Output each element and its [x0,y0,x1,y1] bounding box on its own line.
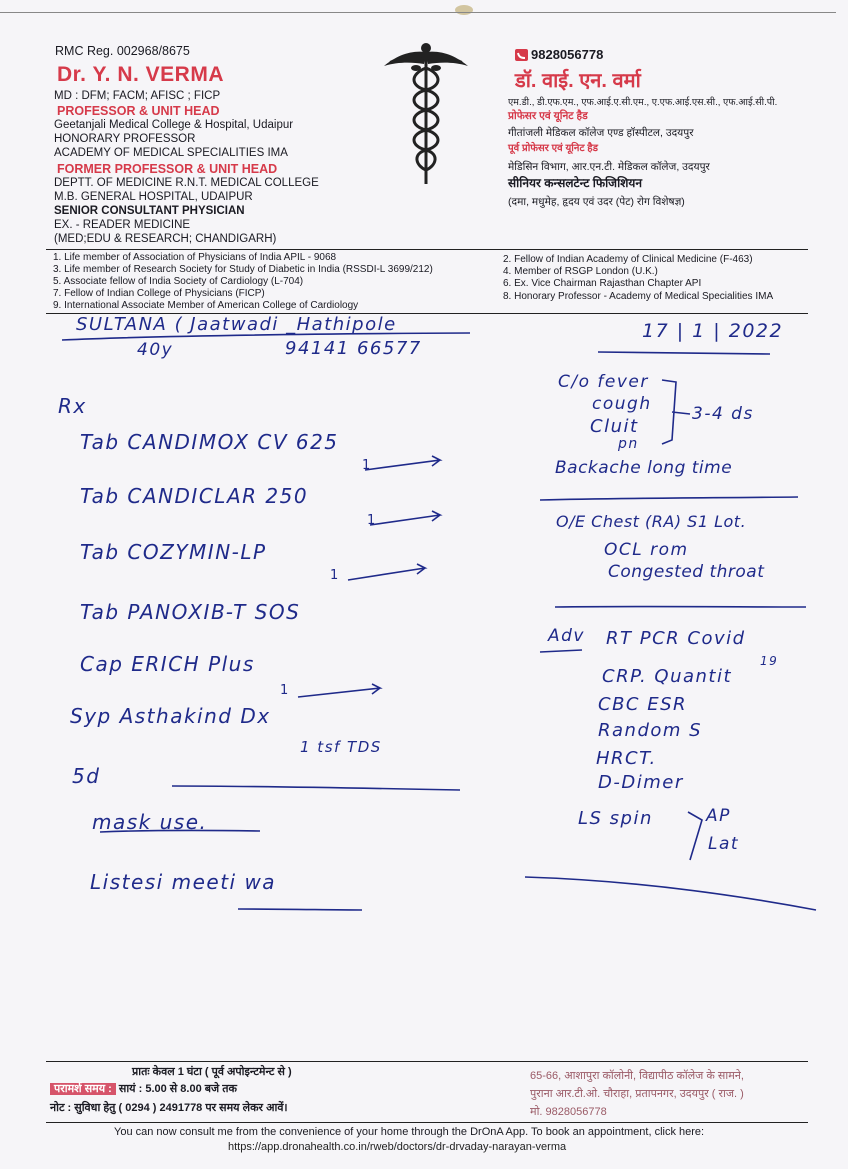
medicine-5: Cap ERICH Plus [80,652,255,676]
address-1: 65-66, आशापुरा कॉलोनी, विद्यापीठ कॉलेज के सामने, [530,1070,744,1082]
doctor-name-hindi: डॉ. वाई. एन. वर्मा [515,70,641,92]
investigation-8: AP [706,806,731,826]
exam-2: OCL rom [604,540,689,560]
medicine-3: Tab COZYMIN-LP [80,540,267,564]
membership-5: 5. Associate fellow of India Society of Cardiology (L-704) [53,276,304,287]
doctor-name: Dr. Y. N. VERMA [57,63,224,86]
degrees: MD : DFM; FACM; AFISC ; FICP [54,90,221,102]
visit-date: 17 | 1 | 2022 [642,320,784,342]
medicine-6-dose: 1 tsf TDS [300,738,382,756]
patient-mobile: 94141 66577 [285,338,422,359]
honorary: HONORARY PROFESSOR [54,133,196,145]
medicine-2: Tab CANDICLAR 250 [80,484,309,508]
investigation-7: LS spin [578,808,653,829]
duration: 5d [72,764,101,788]
advice-label: Adv [548,626,585,646]
institution: Geetanjali Medical College & Hospital, Udaipur [54,119,294,131]
med-edu: (MED;EDU & RESEARCH; CHANDIGARH) [54,233,277,245]
title-professor-hindi: प्रोफेसर एवं यूनिट हैड [508,110,588,122]
investigation-1-sup: 19 [760,654,779,668]
investigation-5: HRCT. [596,748,657,769]
medicine-6: Syp Asthakind Dx [70,704,271,728]
phone-number: 9828056778 [531,47,604,62]
department-hindi: मेडिसिन विभाग, आर.एन.टी. मेडिकल कॉलेज, उदयपुर [508,161,710,173]
footer-note: नोट : सुविधा हेतु ( 0294 ) 2491778 पर समय लेकर आवें। [50,1102,288,1114]
dose-3: 1 [330,568,340,583]
complaint-4: pn [618,436,639,452]
institution-hindi: गीतांजली मेडिकल कॉलेज एण्ड हॉस्पीटल, उदयपुर [508,127,694,139]
app-promo: You can now consult me from the convenience of your home through the DrOnA App. To book an appointment, click here: [114,1126,705,1138]
advice-2: Listesi meeti wa [90,870,277,894]
hospital: M.B. GENERAL HOSPITAL, UDAIPUR [54,191,253,203]
address-2: पुराना आर.टी.ओ. चौराहा, प्रतापनगर, उदयपुर ( राज. ) [530,1088,744,1100]
membership-1: 1. Life member of Association of Physicians of India APIL - 9068 [53,252,337,263]
footer-evening-row [50,1081,237,1098]
academy: ACADEMY OF MEDICAL SPECIALITIES IMA [54,147,288,159]
dose-1: 1 [362,458,372,473]
membership-2: 2. Fellow of Indian Academy of Clinical Medicine (F-463) [503,254,753,265]
title-former-hindi: पूर्व प्रोफेसर एवं यूनिट हैड [508,143,598,154]
complaint-1: C/o fever [558,372,649,392]
footer-bottom-divider [46,1122,808,1123]
speciality-hindi: (दमा, मधुमेह, हृदय एवं उदर (पेट) रोग विशेषज्ञ) [508,196,685,208]
investigation-6: D-Dimer [598,772,684,793]
dose-2: 1 [367,513,377,528]
app-link[interactable]: https://app.dronahealth.co.in/rweb/doctors/dr-drvaday-narayan-verma [228,1141,567,1153]
membership-3: 3. Life member of Research Society for Study of Diabetic in India (RSSDI-L 3699/212) [53,264,433,275]
dose-5: 1 [280,683,290,698]
investigation-4: Random S [598,720,703,741]
senior-consultant: SENIOR CONSULTANT PHYSICIAN [54,205,245,217]
exam-1: O/E Chest (RA) S1 Lot. [556,512,747,531]
footer-evening: सायं : 5.00 से 8.00 बजे तक [118,1083,237,1095]
complaint-5: Backache long time [555,458,733,478]
reader: EX. - READER MEDICINE [54,219,191,231]
senior-consultant-hindi: सीनियर कन्सलटेन्ट फिजिशियन [508,176,642,190]
mobile-number: मो. 9828056778 [530,1106,607,1118]
membership-4: 4. Member of RSGP London (U.K.) [503,266,658,277]
investigation-3: CBC ESR [598,694,688,715]
membership-6: 6. Ex. Vice Chairman Rajasthan Chapter API [503,278,702,289]
complaint-duration: 3-4 ds [692,404,754,424]
title-former: FORMER PROFESSOR & UNIT HEAD [57,162,278,176]
medicine-4: Tab PANOXIB-T SOS [80,600,301,624]
title-professor: PROFESSOR & UNIT HEAD [57,104,220,118]
membership-7: 7. Fellow of Indian College of Physicians (FICP) [53,288,265,299]
membership-8: 8. Honorary Professor - Academy of Medical Specialities IMA [503,291,774,302]
footer-divider [46,1061,808,1062]
investigation-1: RT PCR Covid [606,628,746,649]
investigation-2: CRP. Quantit [602,666,733,687]
patient-age: 40y [137,340,174,360]
consult-time-badge: परामर्श समय : [50,1083,116,1095]
footer-morning: प्रातः केवल 1 घंटा ( पूर्व अपोइन्टमेन्ट से ) [132,1066,292,1078]
degrees-hindi: एम.डी., डी.एफ.एम., एफ.आई.ए.सी.एम., ए.एफ.आई.एस.सी., एफ.आई.सी.पी. [508,97,778,108]
investigation-9: Lat [708,834,740,854]
reg-number: RMC Reg. 002968/8675 [55,44,190,58]
medicine-1: Tab CANDIMOX CV 625 [80,430,339,454]
complaint-3: Cluit [590,416,639,437]
patient-name: SULTANA ( Jaatwadi _Hathipole [76,314,397,335]
rx-symbol: Rx [58,394,87,418]
advice-mask: mask use. [92,810,208,834]
membership-9: 9. International Associate Member of American College of Cardiology [53,300,359,311]
complaint-2: cough [592,394,652,414]
department: DEPTT. OF MEDICINE R.N.T. MEDICAL COLLEGE [54,177,319,189]
exam-3: Congested throat [608,562,765,582]
